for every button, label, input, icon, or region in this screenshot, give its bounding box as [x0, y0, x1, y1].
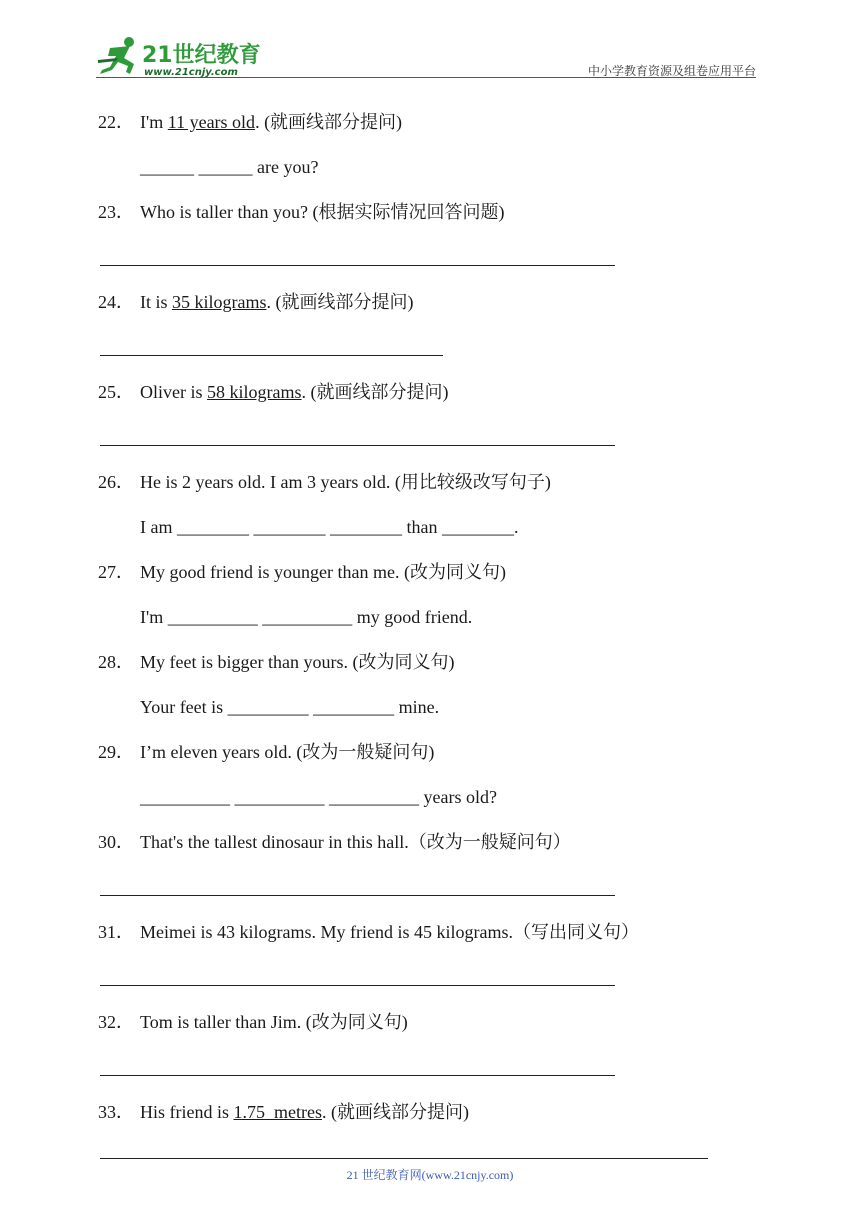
question-number: 26． [98, 472, 134, 492]
question-28 [98, 651, 454, 673]
footer-divider [100, 1158, 708, 1159]
question-text: Meimei is 43 kilograms. My friend is 45 kilograms.（写出同义句） [140, 922, 639, 942]
answer-line-30[interactable] [100, 895, 615, 896]
answer-line-25[interactable] [100, 445, 615, 446]
question-text: He is 2 years old. I am 3 years old. (用比较级改写句子) [140, 472, 551, 492]
logo-url: www.21cnjy.com [144, 67, 238, 78]
question-30 [98, 831, 571, 853]
question-number: 33． [98, 1102, 134, 1122]
question-number: 24． [98, 292, 134, 312]
answer-template-26[interactable]: I am ________ ________ ________ than ________. [140, 517, 519, 537]
answer-template-29[interactable]: __________ __________ __________ years old? [140, 787, 497, 807]
question-33 [98, 1101, 469, 1123]
question-number: 22． [98, 112, 134, 132]
question-24 [98, 291, 414, 313]
answer-template-27[interactable]: I'm __________ __________ my good friend. [140, 607, 473, 627]
logo-text: 21世纪教育 [142, 43, 261, 68]
question-text-post: . (就画线部分提问) [301, 382, 449, 402]
question-text-post: . (就画线部分提问) [255, 112, 403, 132]
underlined-phrase: 1.75 metres [233, 1102, 322, 1122]
question-text-pre: It is [140, 292, 173, 312]
question-29 [98, 741, 434, 763]
answer-line-24[interactable] [100, 355, 443, 356]
question-23 [98, 201, 504, 223]
footer-text: 21 世纪教育网(www.21cnjy.com) [346, 1168, 514, 1182]
question-number: 32． [98, 1012, 134, 1032]
question-25 [98, 381, 449, 403]
question-number: 23． [98, 202, 134, 222]
question-text: My good friend is younger than me. (改为同义句) [140, 562, 506, 582]
answer-line-23[interactable] [100, 265, 615, 266]
site-name: 中小学教育资源及组卷应用平台 [587, 64, 756, 78]
question-number: 29． [98, 742, 134, 762]
underlined-phrase: 35 kilograms [172, 292, 267, 312]
question-32 [98, 1011, 408, 1033]
runner-logo-icon [96, 34, 266, 78]
question-31 [98, 921, 639, 943]
question-number: 30． [98, 832, 134, 852]
answer-line-31[interactable] [100, 985, 615, 986]
question-text: I’m eleven years old. (改为一般疑问句) [140, 742, 435, 762]
logo [96, 34, 266, 78]
question-text-pre: I'm [140, 112, 168, 132]
question-number: 25． [98, 382, 134, 402]
question-text: Tom is taller than Jim. (改为同义句) [140, 1012, 408, 1032]
question-27 [98, 561, 506, 583]
question-number: 28． [98, 652, 134, 672]
page-header [96, 30, 756, 78]
question-text-post: . (就画线部分提问) [266, 292, 414, 312]
question-text: Who is taller than you? (根据实际情况回答问题) [140, 202, 505, 222]
answer-line-32[interactable] [100, 1075, 615, 1076]
question-text-pre: Oliver is [140, 382, 207, 402]
underlined-phrase: 11 years old [167, 112, 256, 132]
underlined-phrase: 58 kilograms [207, 382, 302, 402]
question-text: That's the tallest dinosaur in this hall.（改为一般疑问句） [140, 832, 571, 852]
answer-template-22[interactable]: ______ ______ are you? [140, 157, 319, 177]
answer-template-28[interactable]: Your feet is _________ _________ mine. [140, 697, 440, 717]
question-text-pre: His friend is [140, 1102, 234, 1122]
question-number: 31． [98, 922, 134, 942]
question-22 [98, 111, 402, 133]
question-text-post: . (就画线部分提问) [321, 1102, 469, 1122]
header-divider [96, 77, 756, 78]
question-number: 27． [98, 562, 134, 582]
question-26 [98, 471, 551, 493]
question-text: My feet is bigger than yours. (改为同义句) [140, 652, 455, 672]
